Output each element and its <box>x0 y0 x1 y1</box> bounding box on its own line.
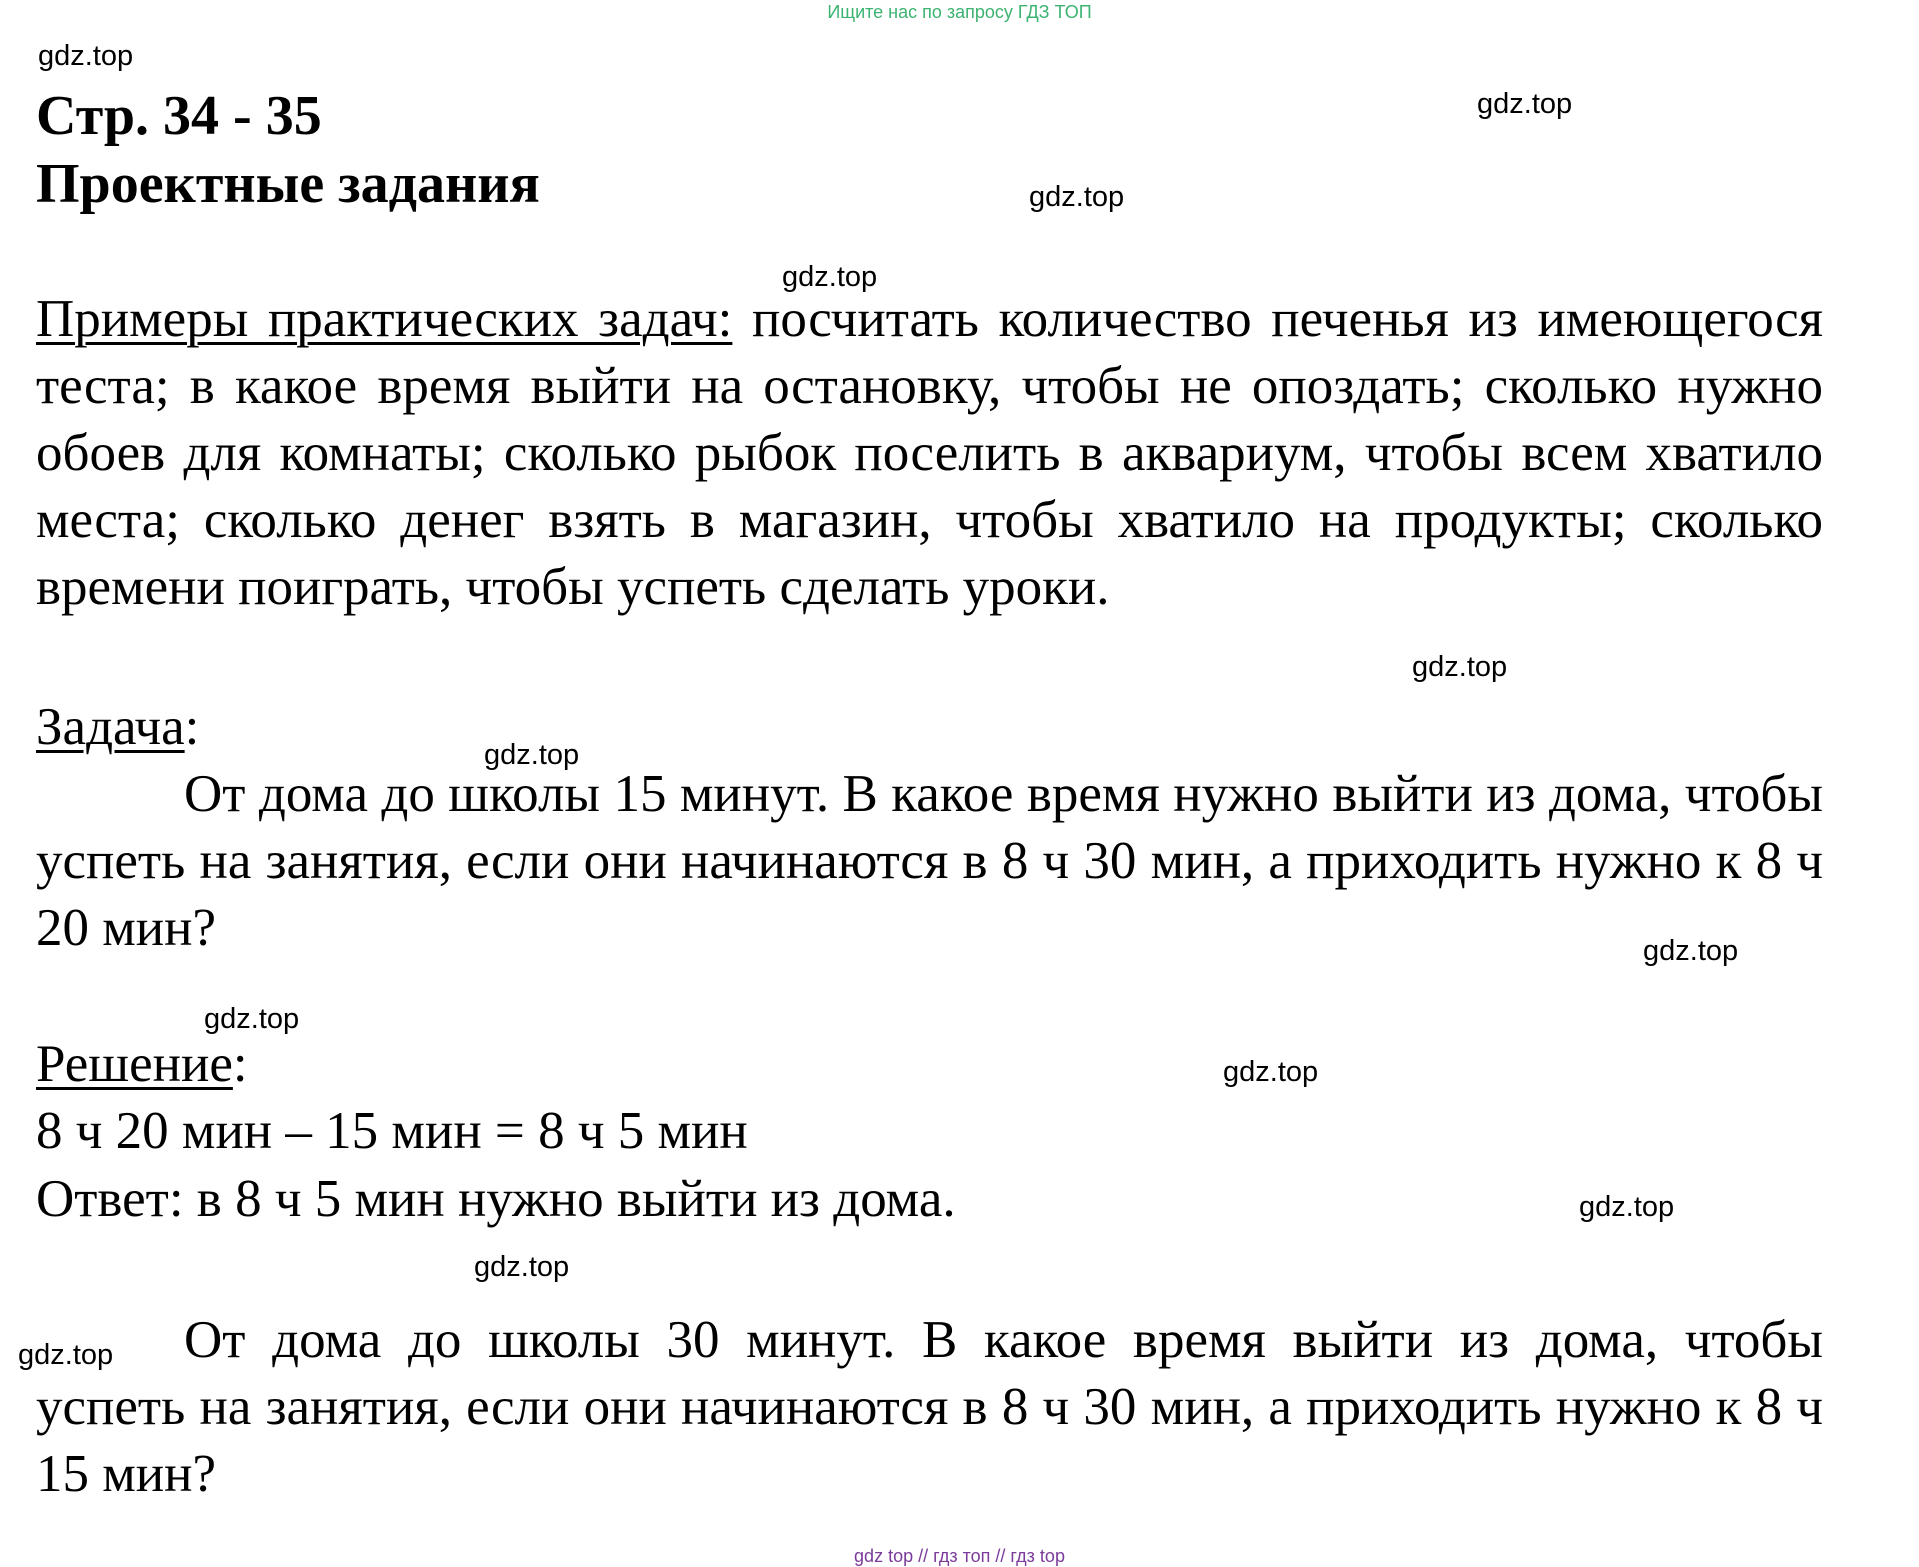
top-banner: Ищите нас по запросу ГДЗ ТОП <box>827 2 1092 22</box>
solution-answer: Ответ: в 8 ч 5 мин нужно выйти из дома. <box>36 1170 956 1228</box>
task-text: От дома до школы 15 минут. В какое время нужно выйти из дома, чтобы успеть на занятия, если они начинаются в 8 ч 30 мин, а приходить нужно к 8 ч 20 мин? <box>36 765 1823 957</box>
watermark: gdz.top <box>204 1003 300 1035</box>
watermark: gdz.top <box>1579 1191 1675 1223</box>
watermark: gdz.top <box>1643 935 1739 967</box>
watermark: gdz.top <box>38 40 134 72</box>
watermark: gdz.top <box>782 261 878 293</box>
section-title: Проектные задания <box>36 153 540 215</box>
page-range-heading: Стр. 34 - 35 <box>36 85 322 147</box>
watermark: gdz.top <box>1477 88 1573 120</box>
task2-text: От дома до школы 30 минут. В какое время выйти из дома, чтобы успеть на занятия, если они начинаются в 8 ч 30 мин, а приходить нужно к 8 ч 15 мин? <box>36 1311 1823 1503</box>
footer-links: gdz top // гдз топ // гдз top <box>854 1546 1065 1566</box>
examples-paragraph <box>36 286 1823 621</box>
task-heading <box>36 694 1823 761</box>
solution-label: Решение <box>36 1035 233 1093</box>
watermark: gdz.top <box>18 1339 114 1371</box>
examples-text: посчитать количество печенья из имеющегося теста; в какое время выйти на остановку, чтобы не опоздать; сколько нужно обоев для комнаты; сколько рыбок поселить в аквариум, чтобы всем хватило места; сколько денег взять в магазин, чтобы хватило на продукты; сколько времени поиграть, чтобы успеть сделать уроки. <box>36 290 1823 616</box>
watermark: gdz.top <box>1223 1056 1319 1088</box>
watermark: gdz.top <box>1029 181 1125 213</box>
solution-heading <box>36 1031 1823 1098</box>
watermark: gdz.top <box>1412 651 1508 683</box>
solution-colon: : <box>232 1035 248 1093</box>
watermark: gdz.top <box>474 1251 570 1283</box>
solution-equation: 8 ч 20 мин – 15 мин = 8 ч 5 мин <box>36 1102 748 1160</box>
examples-label: Примеры практических задач: <box>36 290 733 348</box>
task-colon: : <box>184 698 200 756</box>
watermark: gdz.top <box>484 739 580 771</box>
task-label: Задача <box>36 698 185 756</box>
